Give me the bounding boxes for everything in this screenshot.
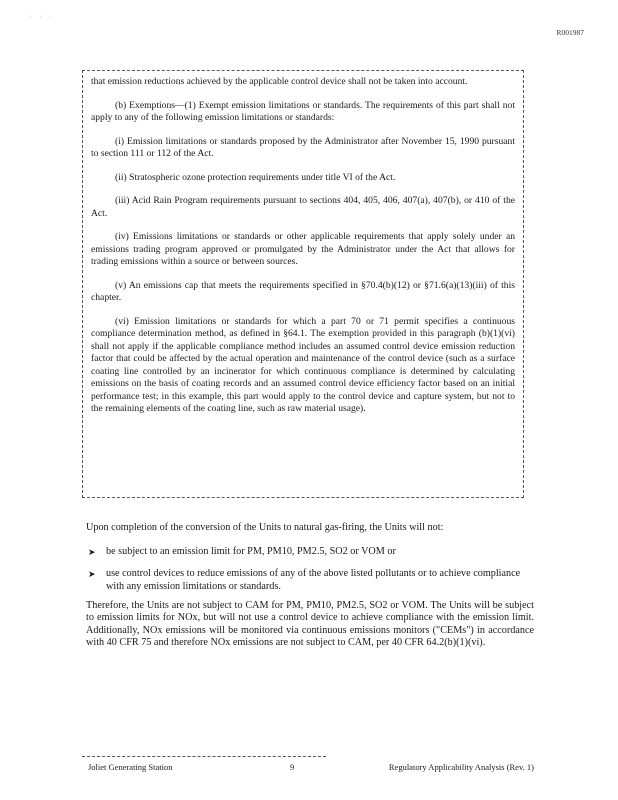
regulation-excerpt-box xyxy=(82,70,524,498)
scan-artifact: · · · xyxy=(30,14,54,20)
page-number: 9 xyxy=(290,762,295,772)
excerpt-paragraph: (v) An emissions cap that meets the requirements specified in §70.4(b)(12) or §71.6(a)(13)(iii) of this chapter. xyxy=(91,279,515,303)
conclusion-paragraph: Therefore, the Units are not subject to CAM for PM, PM10, PM2.5, SO2 or VOM. The Units will be subject to emission limits for NOx, but will not use a control device to achieve compliance with the emission limit. Additionally, NOx emissions will be monitored via continuous emissions monitors ("CEMs") in accordance with 40 CFR 75 and therefore NOx emissions are not subject to CAM, per 40 CFR 64.2(b)(1)(vi). xyxy=(86,600,534,649)
excerpt-paragraph: (vi) Emission limitations or standards for which a part 70 or 71 permit specifies a continuous compliance determination method, as defined in §64.1. The exemption provided in this paragraph (b)(1)(vi) shall not apply if the applicable compliance method includes an assumed control device emission reduction factor that could be affected by the actual operation and maintenance of the control device (such as a surface coating line controlled by an incinerator for which continuous compliance is determined by calculating emissions on the basis of coating records and an assumed control device efficiency factor based on an initial performance test; in this example, this part would apply to the control device and capture system, but not to the remaining elements of the coating line, such as raw material usage). xyxy=(91,315,515,414)
bullet-text: be subject to an emission limit for PM, PM10, PM2.5, SO2 or VOM or xyxy=(106,546,396,557)
excerpt-paragraph: (ii) Stratospheric ozone protection requirements under title VI of the Act. xyxy=(115,171,396,183)
list-item xyxy=(86,546,534,558)
excerpt-paragraph: (iii) Acid Rain Program requirements pursuant to sections 404, 405, 406, 407(a), 407(b), or 410 of the Act. xyxy=(91,195,515,219)
excerpt-paragraph: (i) Emission limitations or standards proposed by the Administrator after November 15, 1990 pursuant to section 111 or 112 of the Act. xyxy=(91,135,515,159)
list-item xyxy=(86,568,534,593)
arrow-bullet-icon: ➤ xyxy=(88,547,96,557)
footer-station-name: Joliet Generating Station xyxy=(88,762,173,772)
intro-paragraph: Upon completion of the conversion of the Units to natural gas-firing, the Units will not: xyxy=(86,522,444,533)
excerpt-paragraph: that emission reductions achieved by the applicable control device shall not be taken into account. xyxy=(91,76,468,87)
footer-divider xyxy=(82,756,326,757)
bullet-list xyxy=(86,546,534,603)
excerpt-paragraph: (b) Exemptions—(1) Exempt emission limitations or standards. The requirements of this part shall not apply to any of the following emission limitations or standards: xyxy=(91,99,515,123)
bullet-text: use control devices to reduce emissions of any of the above listed pollutants or to achieve compliance with any emission limitations or standards. xyxy=(106,568,521,592)
excerpt-paragraph: (iv) Emissions limitations or standards or other applicable requirements that apply solely under an emissions trading program approved or promulgated by the Administrator under the Act that allows for trading emissions within a source or between sources. xyxy=(91,231,515,267)
footer-document-title: Regulatory Applicability Analysis (Rev. 1) xyxy=(388,762,534,772)
document-id: R001987 xyxy=(556,28,584,37)
arrow-bullet-icon: ➤ xyxy=(88,569,96,580)
